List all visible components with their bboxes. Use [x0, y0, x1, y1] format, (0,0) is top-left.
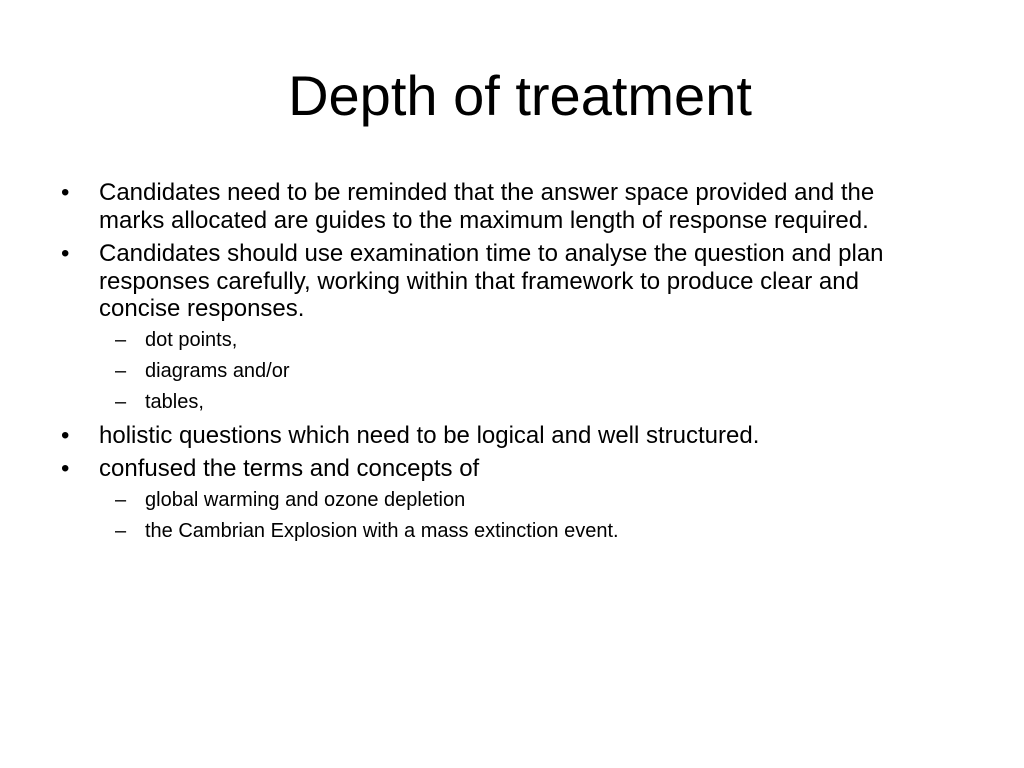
bullet-marker: • — [61, 240, 70, 267]
bullet-text: Candidates need to be reminded that the answer space provided and the marks allocated are guides to the maximum length of response required. — [99, 179, 875, 234]
sub-bullet-list — [58, 329, 938, 414]
sub-bullet-text: global warming and ozone depletion — [145, 488, 466, 511]
sub-bullet-item — [58, 520, 938, 543]
bullet-item — [58, 240, 938, 414]
sub-bullet-text: diagrams and/or — [145, 359, 290, 382]
sub-bullet-item — [58, 360, 938, 383]
bullet-marker: • — [61, 179, 70, 206]
bullet-item — [58, 455, 938, 543]
sub-bullet-text: dot points, — [145, 328, 238, 351]
bullet-item — [58, 179, 938, 234]
bullet-list — [58, 179, 938, 551]
sub-bullet-marker: – — [115, 488, 127, 511]
sub-bullet-text: the Cambrian Explosion with a mass extinction event. — [145, 519, 619, 542]
bullet-text: holistic questions which need to be logical and well structured. — [99, 421, 760, 449]
sub-bullet-item — [58, 489, 938, 512]
bullet-marker: • — [61, 421, 70, 449]
bullet-item — [58, 422, 938, 450]
sub-bullet-item — [58, 329, 938, 352]
sub-bullet-item — [58, 391, 938, 414]
bullet-marker: • — [61, 455, 70, 482]
sub-bullet-marker: – — [115, 328, 127, 351]
sub-bullet-list — [58, 489, 938, 543]
bullet-text: confused the terms and concepts of — [99, 455, 480, 482]
bullet-text: Candidates should use examination time to analyse the question and plan responses carefully, working within that framework to produce clear and concise responses. — [99, 240, 884, 322]
sub-bullet-marker: – — [115, 390, 127, 413]
sub-bullet-marker: – — [115, 359, 127, 382]
sub-bullet-marker: – — [115, 519, 127, 542]
slide-title: Depth of treatment — [288, 64, 752, 127]
sub-bullet-text: tables, — [145, 390, 204, 413]
